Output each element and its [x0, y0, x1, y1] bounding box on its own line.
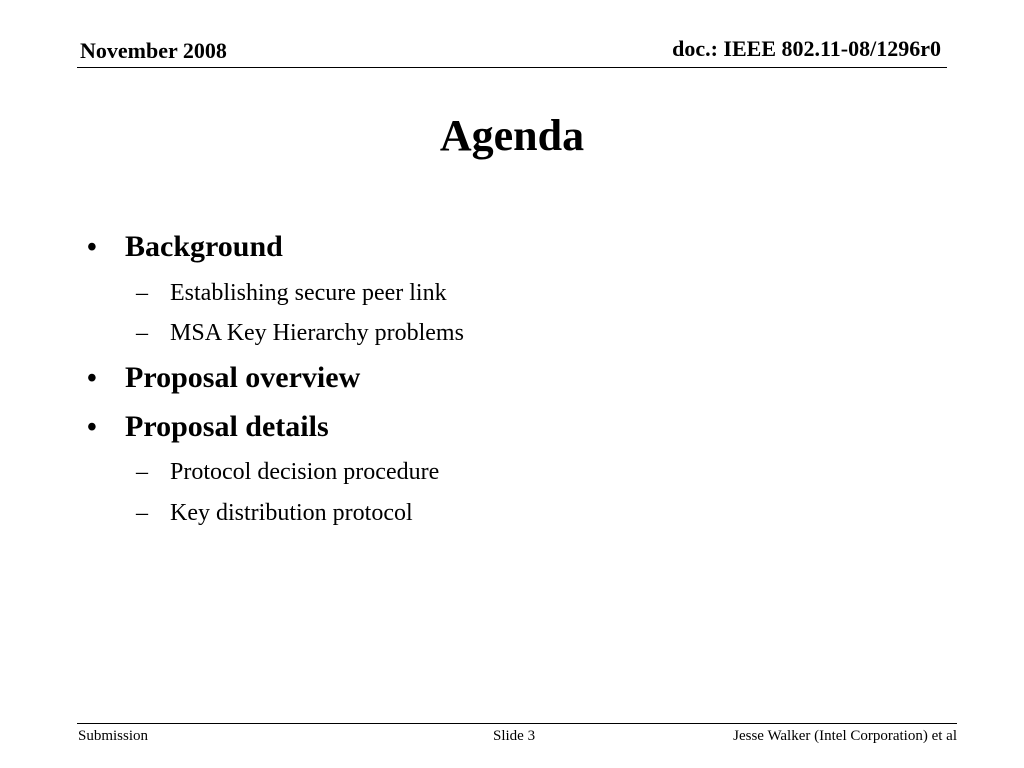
- dash-icon: –: [136, 320, 148, 346]
- agenda-item-background: [87, 230, 283, 264]
- agenda-subitem-label: MSA Key Hierarchy problems: [170, 320, 464, 346]
- agenda-item-label: Proposal details: [125, 410, 329, 443]
- agenda-subitem: [136, 500, 413, 527]
- bullet-icon: •: [87, 232, 97, 263]
- footer-author: Jesse Walker (Intel Corporation) et al: [733, 728, 957, 744]
- bullet-icon: •: [87, 363, 97, 394]
- agenda-item-label: Proposal overview: [125, 361, 361, 394]
- agenda-subitem-label: Key distribution protocol: [170, 500, 413, 526]
- header-doc-id: doc.: IEEE 802.11-08/1296r0: [672, 36, 941, 61]
- agenda-item-proposal-details: [87, 410, 329, 444]
- agenda-subitem-label: Establishing secure peer link: [170, 280, 447, 306]
- footer-slide-number: Slide 3: [493, 728, 536, 744]
- dash-icon: –: [136, 459, 148, 485]
- footer-submission: Submission: [78, 728, 149, 744]
- agenda-item-label: Background: [125, 230, 283, 263]
- agenda-subitem: [136, 280, 447, 307]
- dash-icon: –: [136, 280, 148, 306]
- agenda-subitem: [136, 459, 439, 486]
- footer-divider: [77, 723, 957, 724]
- agenda-item-proposal-overview: [87, 361, 360, 395]
- agenda-subitem: [136, 320, 464, 347]
- header-date: November 2008: [80, 38, 227, 63]
- dash-icon: –: [136, 500, 148, 526]
- agenda-subitem-label: Protocol decision procedure: [170, 459, 440, 485]
- slide-title: Agenda: [439, 111, 585, 160]
- bullet-icon: •: [87, 412, 97, 443]
